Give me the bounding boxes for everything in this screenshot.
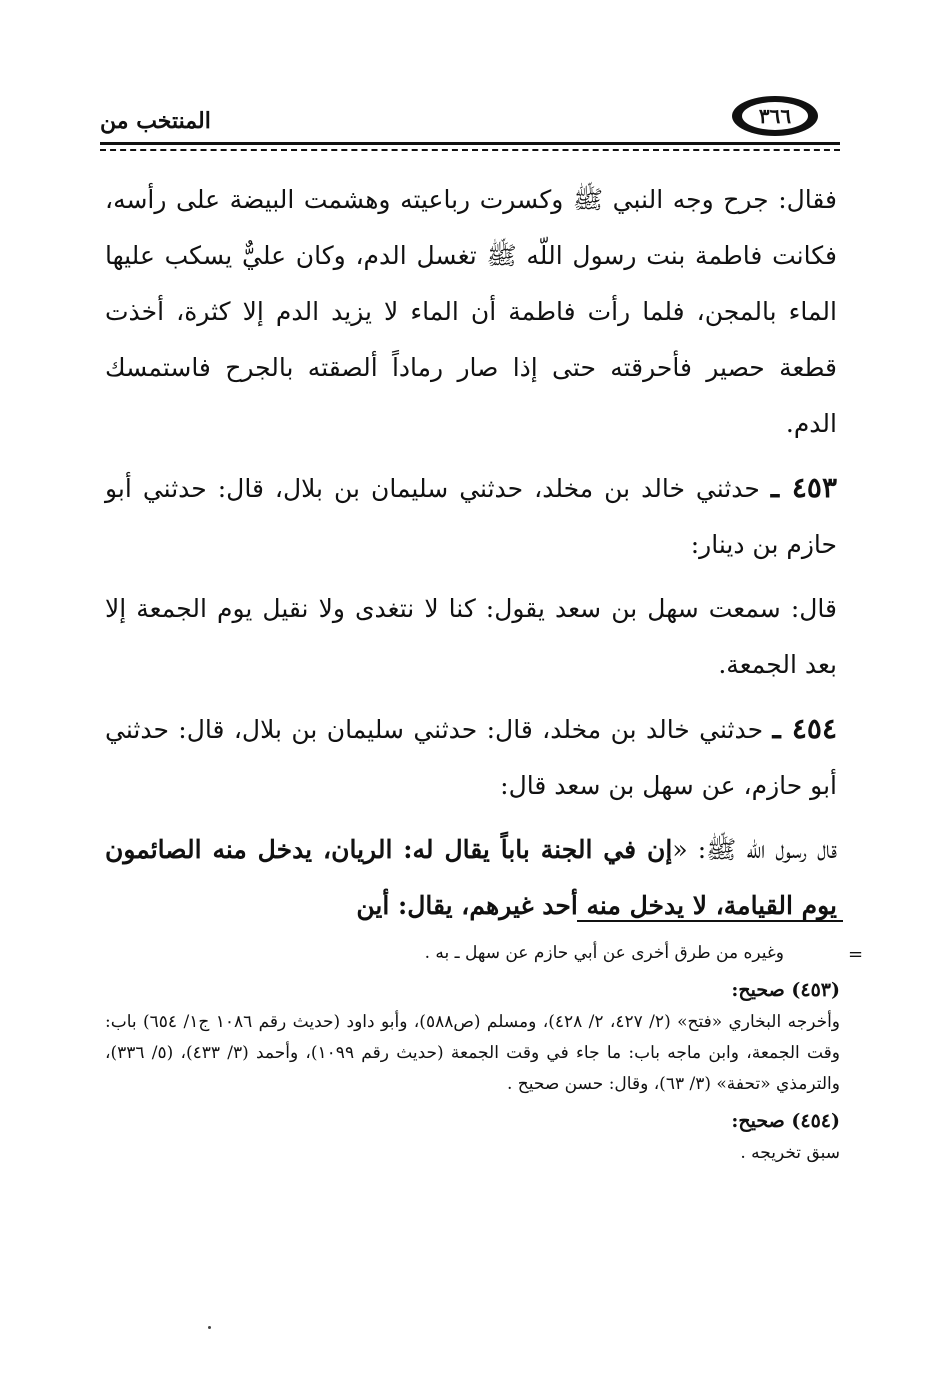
footnotes bbox=[105, 938, 840, 1169]
footnote-454-text: سبق تخريجه . bbox=[740, 1143, 840, 1163]
page-number: ٣٦٦ bbox=[742, 102, 808, 130]
hadith-454-quote: إن في الجنة باباً يقال له: الريان، يدخل منه الصائمون يوم القيامة، لا يدخل منه أحد غيرهم، يقال: أين bbox=[105, 835, 837, 920]
hadith-number-453: ٤٥٣ ـ bbox=[770, 471, 838, 504]
hadith-454-text bbox=[105, 822, 837, 934]
header-rule bbox=[100, 142, 840, 145]
hadith-number-454: ٤٥٤ ـ bbox=[772, 712, 838, 745]
footnote-continuation: وغيره من طرق أخرى عن أبي حازم عن سهل ـ به . bbox=[424, 943, 784, 963]
page-number-badge bbox=[732, 96, 818, 136]
scan-speck bbox=[208, 1326, 211, 1329]
hadith-454-chain-text: حدثني خالد بن مخلد، قال: حدثني سليمان بن بلال، قال: حدثني أبو حازم، عن سهل بن سعد قال: bbox=[105, 715, 837, 800]
main-text bbox=[105, 172, 837, 942]
hadith-454-chain bbox=[105, 701, 837, 814]
paragraph-continuation: فقال: جرح وجه النبي ﷺ وكسرت رباعيته وهشمت البيضة على رأسه، فكانت فاطمة بنت رسول اللّه ﷺ تغسل الدم، وكان عليٌّ يسكب عليها الماء بالمجن، فلما رأت فاطمة أن الماء لا يزيد الدم إلا كثرة، أخذت قطعة حصير فأحرقته حتى إذا صار رماداً ألصقته بالجرح فاستمسك الدم. bbox=[105, 185, 837, 438]
footnote-453-heading: (٤٥٣) صحيح: bbox=[731, 979, 840, 1001]
hadith-453-chain bbox=[105, 460, 837, 573]
hadith-453-chain-text: حدثني خالد بن مخلد، حدثني سليمان بن بلال، قال: حدثني أبو حازم بن دينار: bbox=[105, 474, 837, 559]
footnote-453-text: وأخرجه البخاري «فتح» (٢/ ٤٢٧، ٢/ ٤٢٨)، ومسلم (ص٥٨٨)، وأبو داود (حديث رقم ١٠٨٦ ج١/ ٦٥٤) باب: وقت الجمعة، وابن ماجه باب: ما جاء في وقت الجمعة (حديث رقم ١٠٩٩)، وأحمد (٣/ ٤٣٣)، (٥/ ٣٣٦)، والترمذي «تحفة» (٣/ ٦٣)، وقال: حسن صحيح . bbox=[105, 1012, 841, 1094]
footnote-separator bbox=[577, 920, 843, 922]
footnote-454-heading: (٤٥٤) صحيح: bbox=[731, 1110, 840, 1132]
footnote-continuation-mark: = bbox=[848, 944, 864, 965]
header-dashed-rule bbox=[100, 149, 840, 151]
book-title: المنتخب من bbox=[100, 108, 211, 134]
hadith-453-text: قال: سمعت سهل بن سعد يقول: كنا لا نتغدى ولا نقيل يوم الجمعة إلا بعد الجمعة. bbox=[105, 594, 837, 679]
hadith-454-intro: قال رسول اللّه ﷺ: « bbox=[672, 835, 838, 864]
page-header bbox=[100, 92, 840, 152]
